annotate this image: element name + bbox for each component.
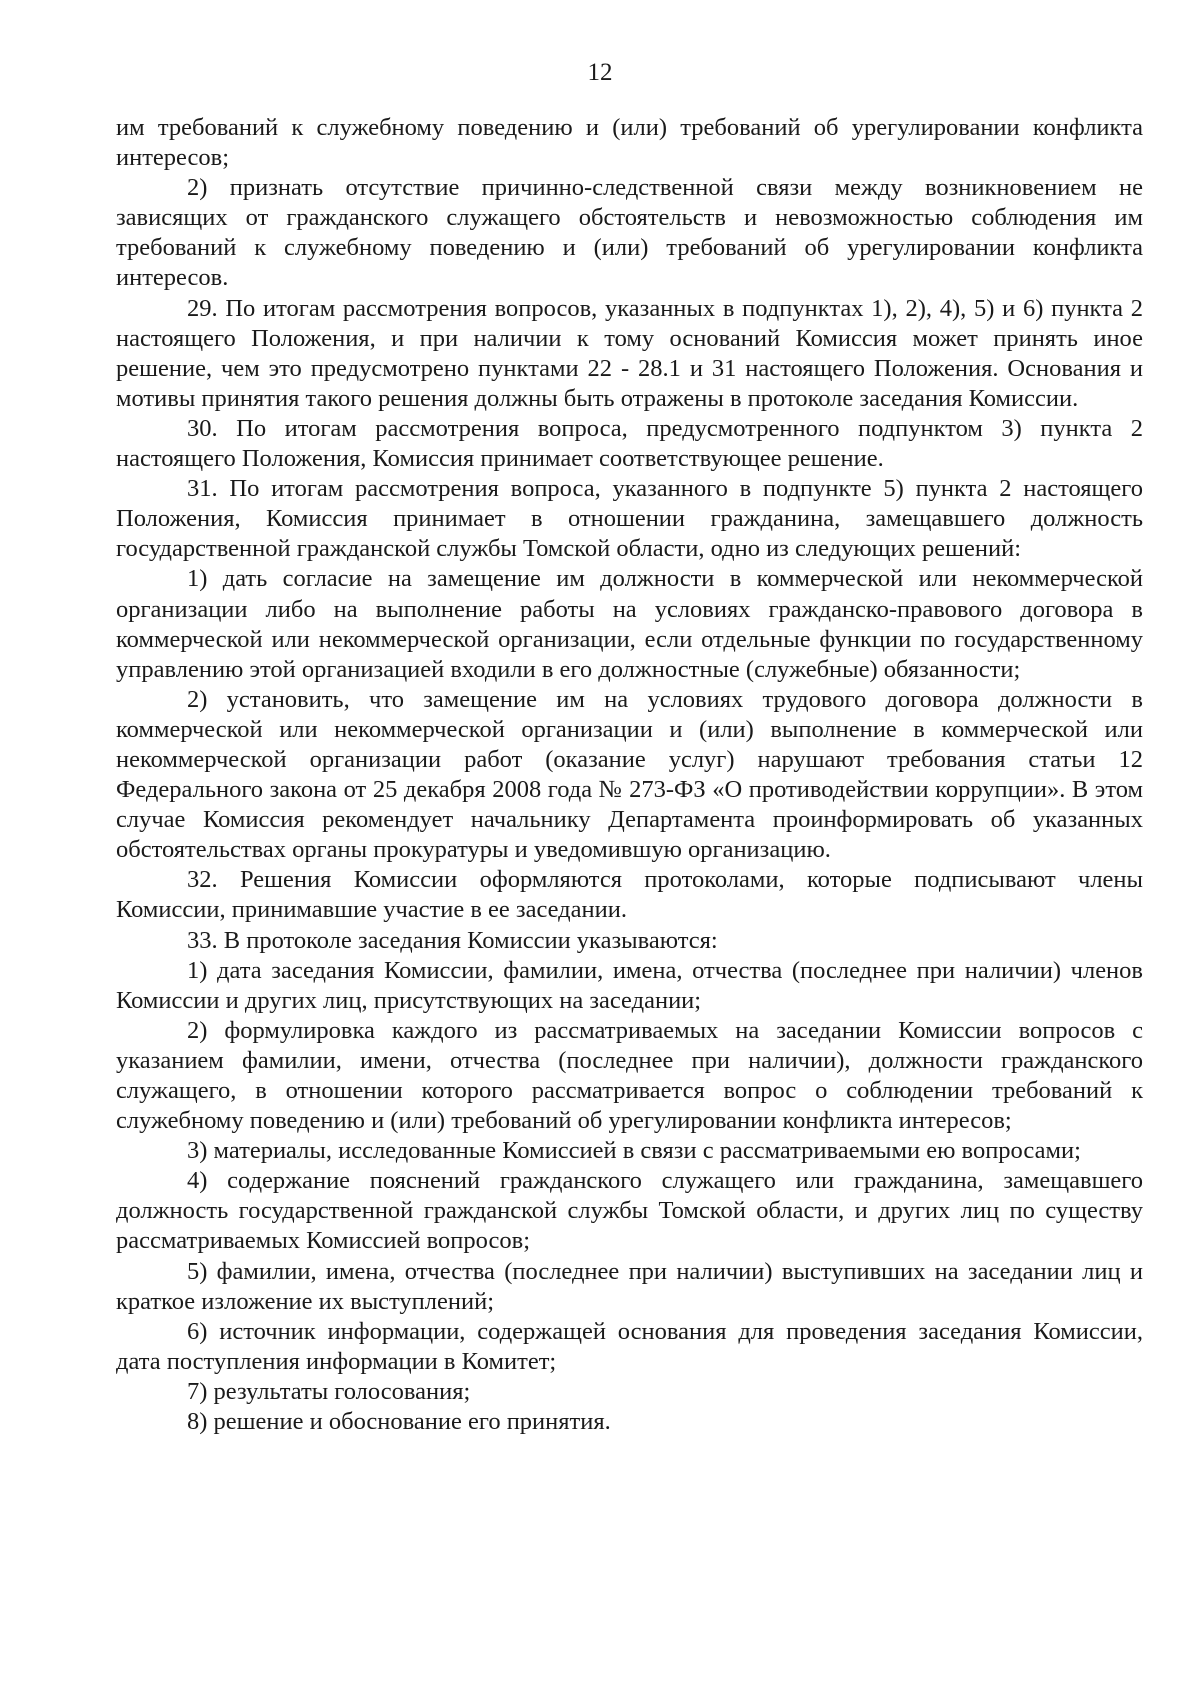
paragraph-33-item-2: 2) формулировка каждого из рассматриваемых на заседании Комиссии вопросов с указанием фамилии, имени, отчества (последнее при наличии), должности гражданского служащего, в отношении которого рассматривается вопрос о соблюдении требований к служебному поведению и (или) требований об урегулировании конфликта интересов; — [116, 1016, 1143, 1135]
paragraph-33-item-1: 1) дата заседания Комиссии, фамилии, имена, отчества (последнее при наличии) членов Комиссии и других лиц, присутствующих на заседании; — [116, 956, 1143, 1014]
paragraph-continuation: им требований к служебному поведению и (или) требований об урегулировании конфликта интересов; — [116, 114, 1143, 172]
paragraph-31-item-1: 1) дать согласие на замещение им должности в коммерческой или некоммерческой организации либо на выполнение работы на условиях гражданско-правового договора в коммерческой или некоммерческой организации, если отдельные функции по государственному управлению этой организацией входили в его должностные (служебные) обязанности; — [116, 565, 1143, 683]
page-number: 12 — [587, 59, 613, 86]
paragraph-33: 33. В протоколе заседания Комиссии указываются: — [187, 926, 718, 954]
paragraph-32: 32. Решения Комиссии оформляются протоколами, которые подписывают члены Комиссии, принимавшие участие в ее заседании. — [116, 866, 1143, 924]
paragraph-31: 31. По итогам рассмотрения вопроса, указанного в подпункте 5) пункта 2 настоящего Положения, Комиссия принимает в отношении гражданина, замещавшего должность государственной гражданской службы Томской области, одно из следующих решений: — [116, 475, 1143, 563]
paragraph-33-item-4: 4) содержание пояснений гражданского служащего или гражданина, замещавшего должность государственной гражданской службы Томской области, и других лиц по существу рассматриваемых Комиссией вопросов; — [116, 1167, 1143, 1255]
paragraph-33-item-6: 6) источник информации, содержащей основания для проведения заседания Комиссии, дата поступления информации в Комитет; — [116, 1317, 1143, 1375]
document-body — [116, 113, 1143, 1437]
paragraph-29: 29. По итогам рассмотрения вопросов, указанных в подпунктах 1), 2), 4), 5) и 6) пункта 2 настоящего Положения, и при наличии к тому оснований Комиссия может принять иное решение, чем это предусмотрено пунктами 22 - 28.1 и 31 настоящего Положения. Основания и мотивы принятия такого решения должны быть отражены в протоколе заседания Комиссии. — [116, 294, 1143, 412]
paragraph-30: 30. По итогам рассмотрения вопроса, предусмотренного подпунктом 3) пункта 2 настоящего Положения, Комиссия принимает соответствующее решение. — [116, 414, 1143, 473]
paragraph-33-item-3: 3) материалы, исследованные Комиссией в связи с рассматриваемыми ею вопросами; — [187, 1137, 1081, 1165]
paragraph-31-item-2: 2) установить, что замещение им на условиях трудового договора должности в коммерческой или некоммерческой организации и (или) выполнение в коммерческой или некоммерческой организации работ (оказание услуг) нарушают требования статьи 12 Федерального закона от 25 декабря 2008 года № 273-ФЗ «О противодействии коррупции». В этом случае Комиссия рекомендует начальнику Департамента проинформировать об указанных обстоятельствах органы прокуратуры и уведомившую организацию. — [116, 685, 1143, 864]
paragraph-28-item-2: 2) признать отсутствие причинно-следственной связи между возникновением не зависящих от гражданского служащего обстоятельств и невозможностью соблюдения им требований к служебному поведению и (или) требований об урегулировании конфликта интересов. — [116, 174, 1143, 292]
paragraph-33-item-5: 5) фамилии, имена, отчества (последнее при наличии) выступивших на заседании лиц и краткое изложение их выступлений; — [116, 1257, 1143, 1315]
paragraph-33-item-8: 8) решение и обоснование его принятия. — [187, 1408, 611, 1436]
paragraph-33-item-7: 7) результаты голосования; — [187, 1377, 471, 1405]
